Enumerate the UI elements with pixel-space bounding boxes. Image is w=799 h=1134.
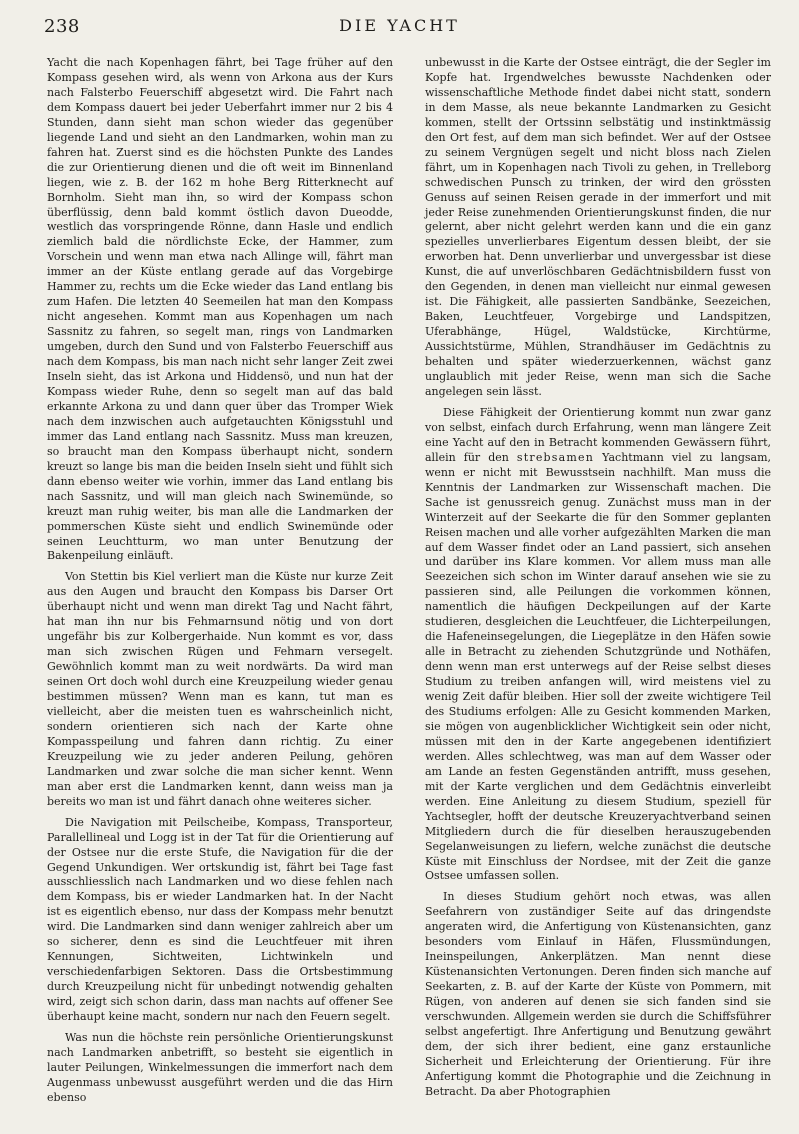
paragraph: Die Navigation mit Peilscheibe, Kompass, Transporteur, Parallellineal und Logg ist in der Tat für die Orientierung auf der Ostsee nur die erste Stufe, die Navigation für die der Gegend Unkundigen. Wer ortskundig ist, fährt bei Tage fast ausschliesslich nach Landmarken und wo diese fehlen nach dem Kompass, bis er wieder Landmarken hat. In der Nacht ist es eigentlich ebenso, nur dass der Kompass mehr benutzt wird. Die Landmarken sind dann weniger zahlreich aber um so sicherer, denn es sind die Leuchtfeuer mit ihren Kennungen, Sichtweiten, Lichtwinkeln und verschiedenfarbigen Sektoren. Dass die Ortsbestimmung durch Kreuzpeilung nicht für unbedingt notwendig gehalten wird, zeigt sich schon darin, dass man nachts auf offener See überhaupt keine macht, sondern nur nach den Feuern segelt. [47, 815, 393, 1024]
emphasized-word: strebsamen [516, 450, 595, 464]
paragraph [425, 406, 771, 885]
page-header [0, 12, 799, 40]
paragraph: Von Stettin bis Kiel verliert man die Küste nur kurze Zeit aus den Augen und braucht den Kompass bis Darser Ort überhaupt nicht und wenn man direkt Tag und Nacht fährt, hat man ihn nur bis Fehmarnsund nötig und von dort ungefähr bis zur Kolbergerhaide. Nun kommt es vor, dass man sich zwischen Rügen und Fehmarn versegelt. Gewöhnlich kommt man zu weit nordwärts. Da wird man seinen Ort doch wohl durch eine Kreuzpeilung wieder genau bestimmen müssen? Wenn man es kann, tut man es vielleicht, aber die meisten tuen es wahrscheinlich nicht, sondern orientieren sich nach der Karte ohne Kompasspeilung und fahren dann richtig. Zu einer Kreuzpeilung wie zu jeder anderen Peilung, gehören Landmarken und zwar solche die man sicher kennt. Wenn man aber erst die Landmarken kennt, dann weiss man ja bereits wo man ist und fährt danach ohne weiteres sicher. [47, 570, 393, 808]
running-title: DIE YACHT [339, 16, 460, 35]
right-column [425, 56, 771, 1100]
paragraph: unbewusst in die Karte der Ostsee einträgt, die der Segler im Kopfe hat. Irgendwelches bewusste Nachdenken oder wissenschaftliche Methode findet dabei nicht statt, sondern in dem Masse, als neue bekannte Landmarken zu Gesicht kommen, stellt der Ortssinn selbstätig und instinktmässig den Ort fest, auf dem man sich befindet. Wer auf der Ostsee zu seinem Vergnügen segelt und nicht bloss nach Zielen fährt, um in Kopenhagen nach Tivoli zu gehen, in Trelleborg schwedischen Punsch zu trinken, der wird den grössten Genuss auf seinen Reisen gerade in der immerfort und mit jeder Reise zunehmenden Orientierungskunst finden, die nur gelernt, aber nicht gelehrt werden kann und die ein ganz spezielles unverlierbares Eigentum dessen bleibt, der sie erworben hat. Denn unverlierbar und unvergessbar ist diese Kunst, die auf unverlöschbaren Gedächtnisbildern fusst von den Gegenden, in denen man vielleicht nur einmal gewesen ist. Die Fähigkeit, alle passierten Sandbänke, Seezeichen, Baken, Leuchtfeuer, Vorgebirge und Landspitzen, Uferabhänge, Hügel, Waldstücke, Kirchtürme, Aussichtstürme, Mühlen, Strandhäuser im Gedächtnis zu behalten und später wiederzuerkennen, wächst ganz unglaublich mit jeder Reise, wenn man sich die Sache angelegen sein lässt. [425, 56, 771, 398]
page-number: 238 [44, 16, 80, 37]
text-run: Yachtmann viel zu langsam, wenn er nicht mit Bewusstsein nachhilft. Man muss die Kenntnis der Landmarken zur Wissenschaft machen. Die Sache ist genussreich genug. Zunächst muss man in der Winterzeit auf der Seekarte die für den Sommer geplanten Reisen machen und alle vorher aufgezählten Marken die man auf dem Wasser findet oder an Land passiert, sich ansehen und darüber ins Klare kommen. Vor allem muss man alle Seezeichen sich schon im Winter darauf ansehen wie sie zu passieren sind, alle Peilungen die vorkommen können, namentlich die häufigen Deckpeilungen auf der Karte studieren, desgleichen die Leuchtfeuer, die Lichterpeilungen, die Hafeneinsegelungen, die Liegeplätze in den Häfen sowie alle in Betracht zu ziehenden Schutzgründe und Nothäfen, denn wenn man erst unterwegs auf der Reise selbst dieses Studium zu treiben anfangen will, wird meistens viel zu wenig Zeit dafür bleiben. Hier soll der zweite wichtigere Teil des Studiums erfolgen: Alle zu Gesicht kommenden Marken, sie mögen von augenblicklicher Wichtigkeit sein oder nicht, müssen mit den in der Karte angegebenen identifiziert werden. Alles schlechtweg, was man auf dem Wasser oder am Lande an festen Gegenständen antrifft, muss gesehen, mit der Karte verglichen und dem Gedächtnis einverleibt werden. Eine Anleitung zu diesem Studium, speziell für Yachtsegler, hofft der deutsche Kreuzeryachtverband seinen Mitgliedern durch die für dieselben herauszugebenden Segelanweisungen zu liefern, welche zunächst die deutsche Küste mit Einschluss der Nordsee, mit der Zeit die ganze Ostsee umfassen sollen. [425, 450, 772, 883]
paragraph: Yacht die nach Kopenhagen fährt, bei Tage früher auf den Kompass gesehen wird, als wenn von Arkona aus der Kurs nach Falsterbo Feuerschiff abgesetzt wird. Die Fahrt nach dem Kompass dauert bei jeder Ueberfahrt immer nur 2 bis 4 Stunden, dann sieht man schon wieder das gegenüber liegende Land und sieht an den Landmarken, wohin man zu fahren hat. Zuerst sind es die höchsten Punkte des Landes die zur Orientierung dienen und die oft weit im Binnenland liegen, wie z. B. der 162 m hohe Berg Ritterknecht auf Bornholm. Sieht man ihn, so wird der Kompass schon überflüssig, denn bald kommt östlich davon Dueodde, westlich das vorspringende Rönne, dann Hasle und endlich ziemlich bald die nördlichste Ecke, der Hammer, zum Vorschein und wenn man etwa nach Allinge will, fährt man immer an der Küste entlang gerade auf das Vorgebirge Hammer zu, rechts um die Ecke wieder das Land entlang bis zum Hafen. Die letzten 40 Seemeilen hat man den Kompass nicht angesehen. Kommt man aus Kopenhagen um nach Sassnitz zu fahren, so segelt man, rings von Landmarken umgeben, durch den Sund und von Falsterbo Feuerschiff aus nach dem Kompass, bis man nach nicht sehr langer Zeit zwei Inseln sieht, das ist Arkona und Hiddensö, und nun hat der Kompass wieder Ruhe, denn so segelt man auf das bald erkannte Arkona zu und dann quer über das Tromper Wiek nach dem inzwischen auch aufgetauchten Königsstuhl und immer das Land entlang nach Sassnitz. Muss man kreuzen, so braucht man den Kompass überhaupt nicht, sondern kreuzt so lange bis man die beiden Inseln sieht und fühlt sich dann ebenso weiter wie vorhin, immer das Land entlang bis nach Sassnitz, und will man gleich nach Swinemünde, so kreuzt man ruhig weiter, bis man alle die Landmarken der pommerschen Küste sieht und endlich Swinemünde oder seinen Leuchtturm, wo man unter Benutzung der Bakenpeilung einläuft. [47, 56, 393, 563]
left-column [47, 56, 393, 1106]
text-run: Diese Fähigkeit der Orientierung kommt nun zwar ganz von selbst, einfach durch Erfahrung, wenn man längere Zeit eine Yacht auf den in Betracht kommenden Gewässern führt, allein für den [425, 405, 771, 464]
paragraph: In dieses Studium gehört noch etwas, was allen Seefahrern von zuständiger Seite auf das dringendste angeraten wird, die Anfertigung von Küstenansichten, ganz besonders vom Einlauf in Häfen, Flussmündungen, Ineinspeilungen, Ankerplätzen. Man nennt diese Küstenansichten Vertonungen. Deren finden sich manche auf Seekarten, z. B. auf der Karte der Küste von Pommern, mit Rügen, von anderen auf denen sie sich fanden sind sie verschwunden. Allgemein werden sie durch die Schiffsführer selbst angefertigt. Ihre Anfertigung und Benutzung gewährt dem, der sich ihrer bedient, eine ganz erstaunliche Sicherheit und Erleichterung der Orientierung. Für ihre Anfertigung kommt die Photographie und die Zeichnung in Betracht. Da aber Photographien [425, 890, 771, 1098]
paragraph: Was nun die höchste rein persönliche Orientierungskunst nach Landmarken anbetrifft, so besteht sie eigentlich in lauter Peilungen, Winkelmessungen die immerfort nach dem Augenmass unbewusst ausgeführt werden und die das Hirn ebenso [47, 1031, 393, 1104]
